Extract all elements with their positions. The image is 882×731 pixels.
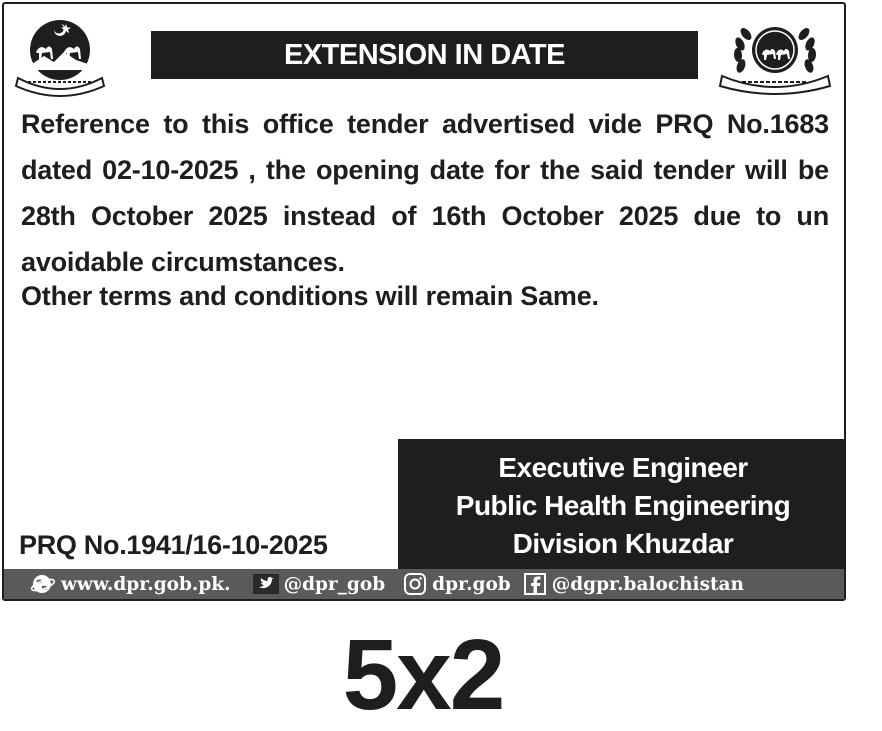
- instagram-link[interactable]: [403, 573, 511, 595]
- advertisement-frame: [2, 2, 846, 601]
- prq-number: PRQ No.1941/16-10-2025: [19, 530, 328, 560]
- instagram-handle: dpr.gob: [432, 573, 511, 595]
- facebook-handle: @dgpr.balochistan: [551, 573, 744, 595]
- signature-block: [398, 439, 846, 569]
- signature-designation: Executive Engineer: [498, 452, 748, 483]
- facebook-link[interactable]: [523, 573, 744, 595]
- notice-paragraph: Other terms and conditions will remain Same.: [21, 281, 599, 311]
- instagram-icon: [403, 573, 427, 595]
- dgpr-emblem-logo: [716, 14, 834, 96]
- ad-size-label: 5x2: [342, 619, 504, 731]
- signature-department: Public Health Engineering: [455, 490, 791, 521]
- twitter-handle: @dpr_gob: [283, 573, 386, 595]
- ad-title: EXTENSION IN DATE: [284, 38, 565, 71]
- signature-division: Division Khuzdar: [512, 528, 734, 559]
- balochistan-emblem-logo: [14, 16, 106, 98]
- notice-paragraph: Reference to this office tender advertised vide PRQ No.1683 dated 02-10-2025 , the opening date for the said tender will be 28th October 2025 instead of 16th October 2025 due to un avoidable circumstances.: [21, 109, 829, 277]
- globe-icon: [30, 573, 56, 595]
- website-link[interactable]: [30, 573, 231, 595]
- website-text: www.dpr.gob.pk.: [61, 573, 231, 595]
- notice-body: [21, 101, 829, 313]
- twitter-icon: [253, 574, 279, 594]
- title-bar: [151, 31, 698, 79]
- social-footer: [4, 569, 844, 599]
- twitter-link[interactable]: [253, 574, 386, 595]
- facebook-icon: [523, 573, 547, 595]
